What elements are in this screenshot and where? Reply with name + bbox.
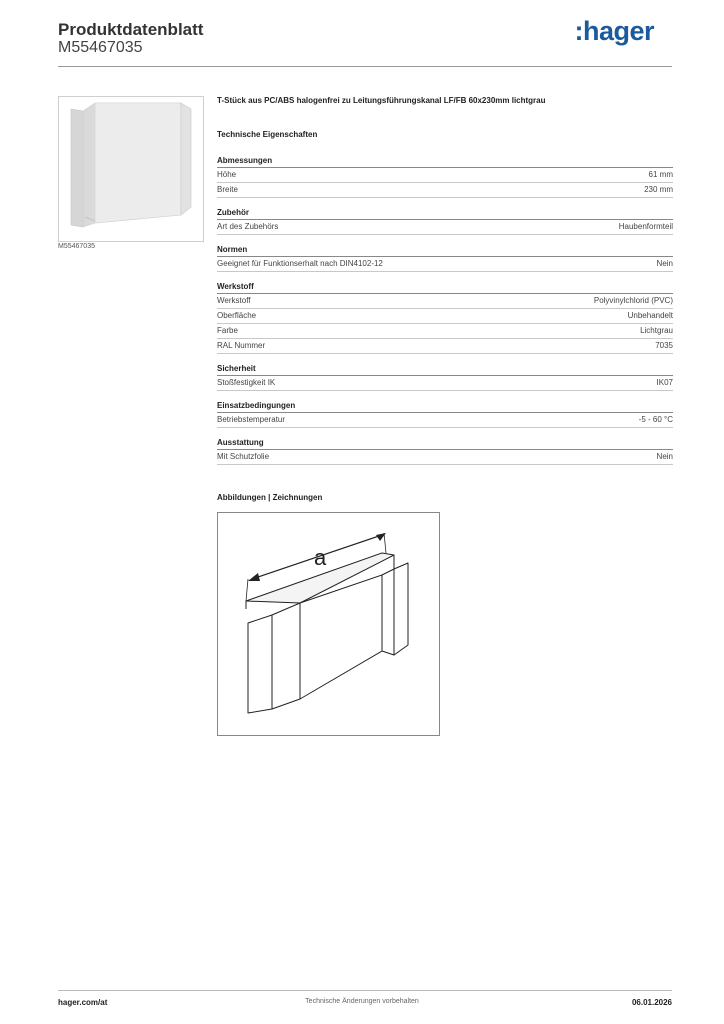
row-value: Lichtgrau: [640, 326, 673, 335]
table-row: [217, 168, 673, 183]
image-caption: M55467035: [58, 243, 95, 250]
section-title: Werkstoff: [217, 282, 673, 294]
table-row: [217, 450, 673, 465]
product-photo: [59, 97, 203, 241]
product-description: T-Stück aus PC/ABS halogenfrei zu Leitungsführungskanal LF/FB 60x230mm lichtgrau: [217, 96, 546, 105]
row-label: Stoßfestigkeit IK: [217, 378, 276, 387]
section-title: Zubehör: [217, 208, 673, 220]
product-number: M55467035: [58, 39, 143, 56]
footer-notice: Technische Änderungen vorbehalten: [305, 998, 419, 1005]
row-value: IK07: [656, 378, 673, 387]
section-zubehoer: [217, 208, 673, 235]
row-value: 7035: [655, 341, 673, 350]
row-value: Unbehandelt: [627, 311, 673, 320]
table-row: [217, 339, 673, 354]
row-value: 230 mm: [644, 185, 673, 194]
section-title: Einsatzbedingungen: [217, 401, 673, 413]
section-title: Abmessungen: [217, 156, 673, 168]
row-value: Nein: [656, 259, 673, 268]
table-row: [217, 257, 673, 272]
row-value: Polyvinylchlorid (PVC): [593, 296, 673, 305]
section-sicherheit: [217, 364, 673, 391]
section-abmessungen: [217, 156, 673, 198]
product-image: [58, 96, 204, 242]
section-title: Sicherheit: [217, 364, 673, 376]
row-label: RAL Nummer: [217, 341, 266, 350]
section-title: Ausstattung: [217, 438, 673, 450]
table-row: [217, 413, 673, 428]
row-label: Oberfläche: [217, 311, 257, 320]
row-label: Betriebstemperatur: [217, 415, 286, 424]
drawings-title: Abbildungen | Zeichnungen: [217, 493, 323, 502]
row-label: Mit Schutzfolie: [217, 452, 270, 461]
table-row: [217, 183, 673, 198]
tech-properties-title: Technische Eigenschaften: [217, 130, 318, 139]
section-einsatzbedingungen: [217, 401, 673, 428]
table-row: [217, 220, 673, 235]
t-piece-drawing: [218, 513, 439, 735]
document-title: Produktdatenblatt: [58, 20, 204, 39]
dimension-label: a: [314, 545, 327, 570]
row-value: Nein: [656, 452, 673, 461]
header-divider: [58, 66, 672, 67]
table-row: [217, 294, 673, 309]
section-werkstoff: [217, 282, 673, 354]
table-row: [217, 309, 673, 324]
row-label: Breite: [217, 185, 238, 194]
footer-divider: [58, 990, 672, 991]
section-normen: [217, 245, 673, 272]
footer-website-link[interactable]: hager.com/at: [58, 998, 108, 1007]
table-row: [217, 376, 673, 391]
specs-table: [217, 156, 673, 475]
table-row: [217, 324, 673, 339]
row-value: Haubenformteil: [618, 222, 673, 231]
row-value: -5 - 60 °C: [638, 415, 673, 424]
row-label: Art des Zubehörs: [217, 222, 279, 231]
row-value: 61 mm: [648, 170, 673, 179]
section-title: Normen: [217, 245, 673, 257]
footer-date: 06.01.2026: [631, 998, 672, 1007]
row-label: Höhe: [217, 170, 237, 179]
hager-logo[interactable]: :hager: [574, 16, 654, 46]
section-ausstattung: [217, 438, 673, 465]
row-label: Geeignet für Funktionserhalt nach DIN4102-12: [217, 259, 383, 268]
technical-drawing: [217, 512, 440, 736]
row-label: Farbe: [217, 326, 238, 335]
row-label: Werkstoff: [217, 296, 251, 305]
